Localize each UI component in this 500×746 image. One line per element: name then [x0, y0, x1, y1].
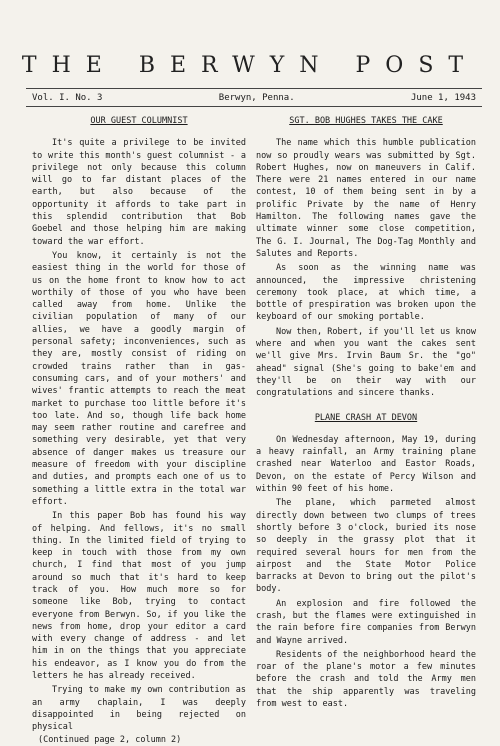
issue-line [32, 92, 476, 104]
plane-crash-headline: PLANE CRASH AT DEVON [314, 412, 418, 423]
left-column [32, 115, 246, 746]
article-paragraph: On Wednesday afternoon, May 19, during a heavy rainfall, an Army training plane crashed near Waterloo and Eastor Roads, Devon, on the estate of Percy Wilson and within 90 feet of his home. [256, 434, 476, 495]
right-column [256, 115, 476, 710]
article-paragraph: In this paper Bob has found his way of helping. And fellows, it's no small thing. In the limited field of trying to keep in touch with those from my own church, I find that most of you jump around so much that it's hard to keep track of you. How much more so for someone like Bob, trying to contact everyone from Berwyn. So, if you like the news from home, drop your editor a card with every change of address - and let him in on the things that you appreciate his endeavor, as I know you do from the letters he has already received. [32, 511, 246, 682]
bob-hughes-headline: SGT. BOB HUGHES TAKES THE CAKE [289, 116, 443, 126]
continued-note: (Continued page 2, column 2) [38, 734, 182, 745]
article-paragraph: Now then, Robert, if you'll let us know where and when you want the cakes sent we'll give Mrs. Irvin Baum Sr. the "go" ahead" signal (She's going to bake'em and they'll be on their way with our congratulations and sincere thanks. [256, 326, 476, 399]
article-paragraph: The name which this humble publication now so proudly wears was submitted by Sgt. Robert Hughes, now on maneuvers in Calif. There were 21 names entered in our name contest, 10 of them being sent in by a prolific Private by the name of Henry Hamilton. The following names gave the ultimate winner some close competition, The G. I. Journal, The Dog-Tag Monthly and Salutes and Reports. [256, 138, 476, 259]
masthead-title: THE BERWYN POST [21, 52, 479, 78]
issue-date: June 1, 1943 [410, 93, 476, 103]
guest-columnist-headline: OUR GUEST COLUMNIST [90, 116, 188, 126]
article-paragraph: As soon as the winning name was announced, the impressive christening ceremony took place, at which time, a bottle of prespiration was broken upon the keyboard of our smoking portable. [256, 263, 476, 323]
masthead-rule-bottom [26, 106, 482, 107]
article-paragraph: It's quite a privilege to be invited to write this month's guest columnist - a privilege not only because this column will go to far distant places of the earth, but also because of the opportunity it affords to take part in this splendid contribution that Bob Goebel and those helping him are making toward the war effort. [32, 138, 246, 247]
article-paragraph: You know, it certainly is not the easiest thing in the world for those of us on the home front to know how to act worthily of those of you who have been called away from home. Unlike the civilian population of many of our allies, we have a goodly margin of personal safety; inconveniences, such as they are, mostly consist of riding on crowded trains rather than in gas-consuming cars, and of your mothers' and wives' frantic attempts to reach the meat market to purchase too little before it's too late. And so, though life back home may seem rather routine and carefree and something very desirable, yet that very absence of danger makes us treasure our measure of freedom with your discipline and duties, and prompts each one of us to something a little extra in the total war effort. [32, 250, 246, 507]
article-paragraph: Trying to make my own contribution as an army chaplain, I was deeply disappointed in being rejected on physical [32, 685, 246, 733]
issue-place: Berwyn, Penna. [218, 93, 295, 103]
article-paragraph: The plane, which parmeted almost directly down between two clumps of trees shortly before 3 o'clock, buried its nose so deeply in the grassy plot that it required several hours for men from the airpost and the State Motor Police barracks at Devon to bring out the pilot's body. [256, 498, 476, 595]
issue-volume: Vol. I. No. 3 [32, 93, 103, 103]
article-paragraph: Residents of the neighborhood heard the roar of the plane's motor a few minutes before the crash and told the Army men that the ship apparently was traveling from west to east. [256, 649, 476, 710]
article-paragraph: An explosion and fire followed the crash, but the flames were extinguished in the rain before fire companies from Berwyn and Wayne arrived. [256, 598, 476, 646]
masthead-rule-top [26, 88, 482, 89]
